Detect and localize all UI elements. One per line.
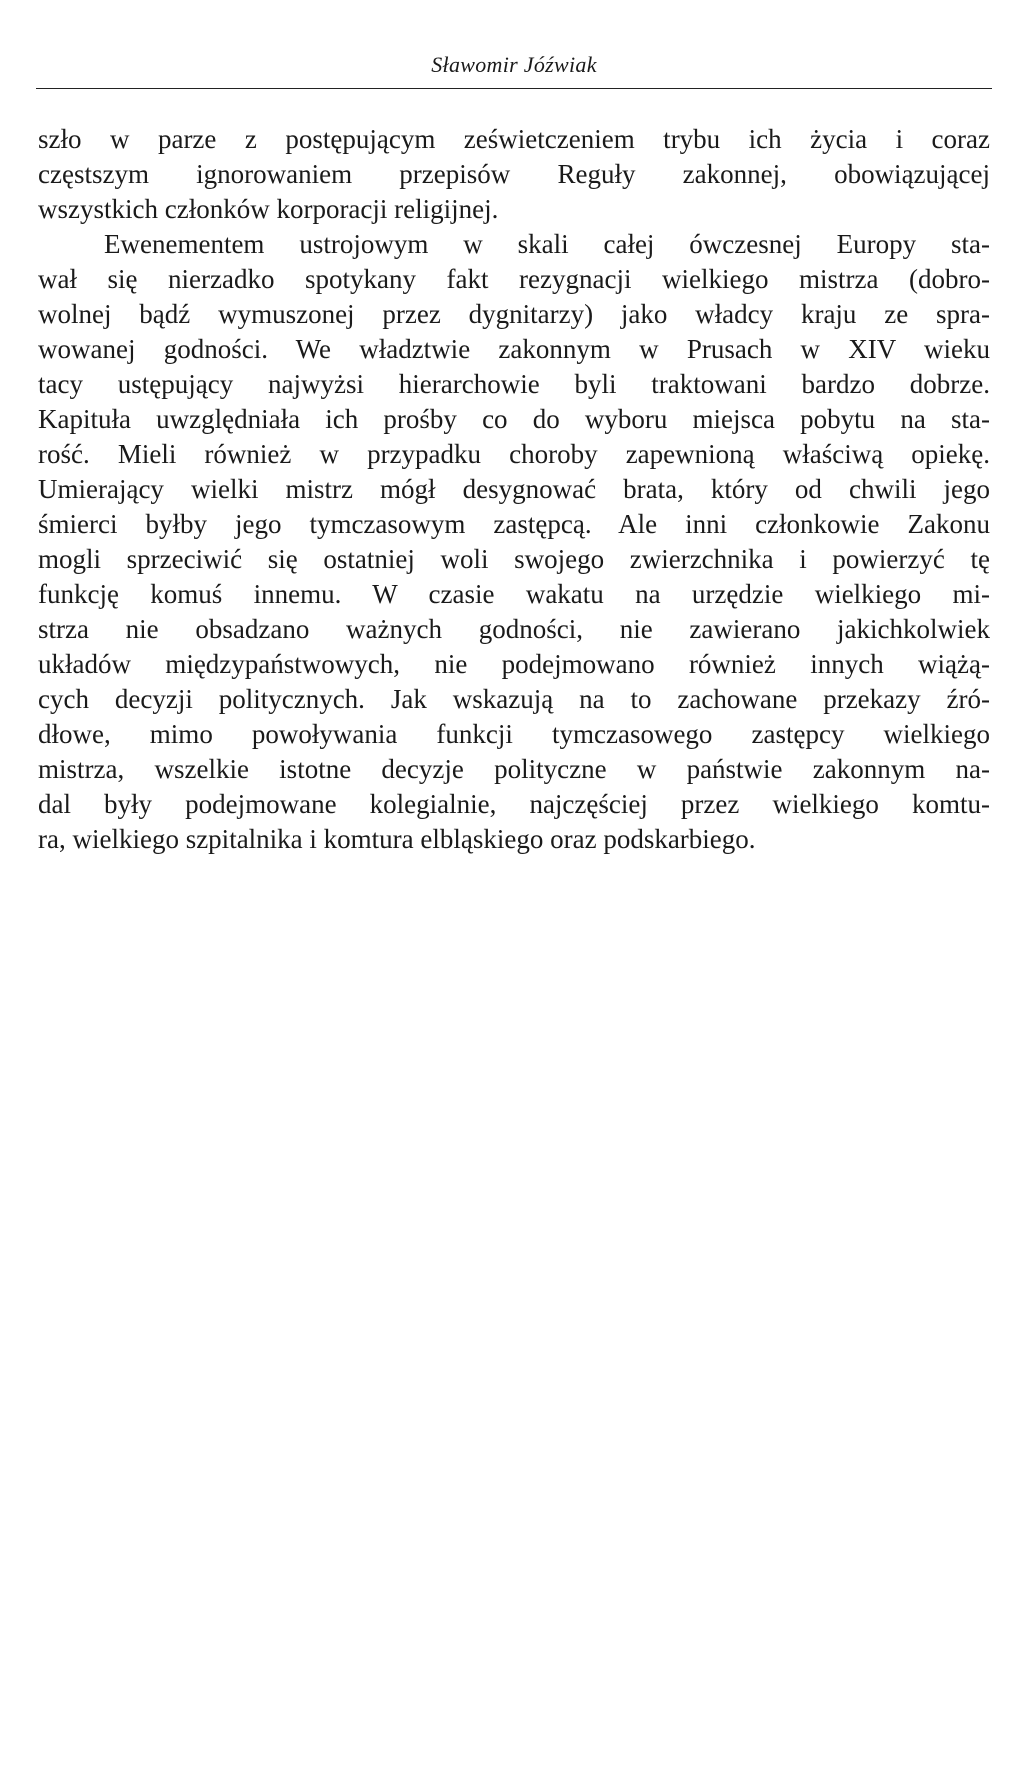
text-line: śmierci byłby jego tymczasowym zastępcą. Ale inni członkowie Zakonu xyxy=(38,509,990,539)
running-head-author: Sławomir Jóźwiak xyxy=(431,52,597,77)
text-line: układów międzypaństwowych, nie podejmowano również innych wiążą- xyxy=(38,649,990,679)
text-line: dal były podejmowane kolegialnie, najczęściej przez wielkiego komtu- xyxy=(38,789,990,819)
text-line: strza nie obsadzano ważnych godności, nie zawierano jakichkolwiek xyxy=(38,614,990,644)
text-line: wowanej godności. We władztwie zakonnym w Prusach w XIV wieku xyxy=(38,334,990,364)
text-line: dłowe, mimo powoływania funkcji tymczasowego zastępcy wielkiego xyxy=(38,719,990,749)
text-line: Umierający wielki mistrz mógł desygnować brata, który od chwili jego xyxy=(38,474,990,504)
text-line: częstszym ignorowaniem przepisów Reguły zakonnej, obowiązującej xyxy=(38,159,990,189)
body-text xyxy=(38,122,990,857)
text-line: funkcję komuś innemu. W czasie wakatu na urzędzie wielkiego mi- xyxy=(38,579,990,609)
paragraph-1 xyxy=(38,122,990,227)
text-line: ra, wielkiego szpitalnika i komtura elbląskiego oraz podskarbiego. xyxy=(38,824,756,854)
text-line: tacy ustępujący najwyżsi hierarchowie byli traktowani bardzo dobrze. xyxy=(38,369,990,399)
text-line: mogli sprzeciwić się ostatniej woli swojego zwierzchnika i powierzyć tę xyxy=(38,544,990,574)
header-rule xyxy=(36,88,992,89)
text-line: cych decyzji politycznych. Jak wskazują na to zachowane przekazy źró- xyxy=(38,684,990,714)
text-line: mistrza, wszelkie istotne decyzje polityczne w państwie zakonnym na- xyxy=(38,754,990,784)
text-line: Ewenementem ustrojowym w skali całej ówczesnej Europy sta- xyxy=(104,229,990,259)
text-line: wolnej bądź wymuszonej przez dygnitarzy) jako władcy kraju ze spra- xyxy=(38,299,990,329)
text-line: Kapituła uwzględniała ich prośby co do wyboru miejsca pobytu na sta- xyxy=(38,404,990,434)
text-line: rość. Mieli również w przypadku choroby zapewnioną właściwą opiekę. xyxy=(38,439,990,469)
paragraph-2 xyxy=(38,227,990,857)
text-line: szło w parze z postępującym ześwietczeniem trybu ich życia i coraz xyxy=(38,124,990,154)
text-line: wał się nierzadko spotykany fakt rezygnacji wielkiego mistrza (dobro- xyxy=(38,264,990,294)
text-line: wszystkich członków korporacji religijnej. xyxy=(38,194,499,224)
